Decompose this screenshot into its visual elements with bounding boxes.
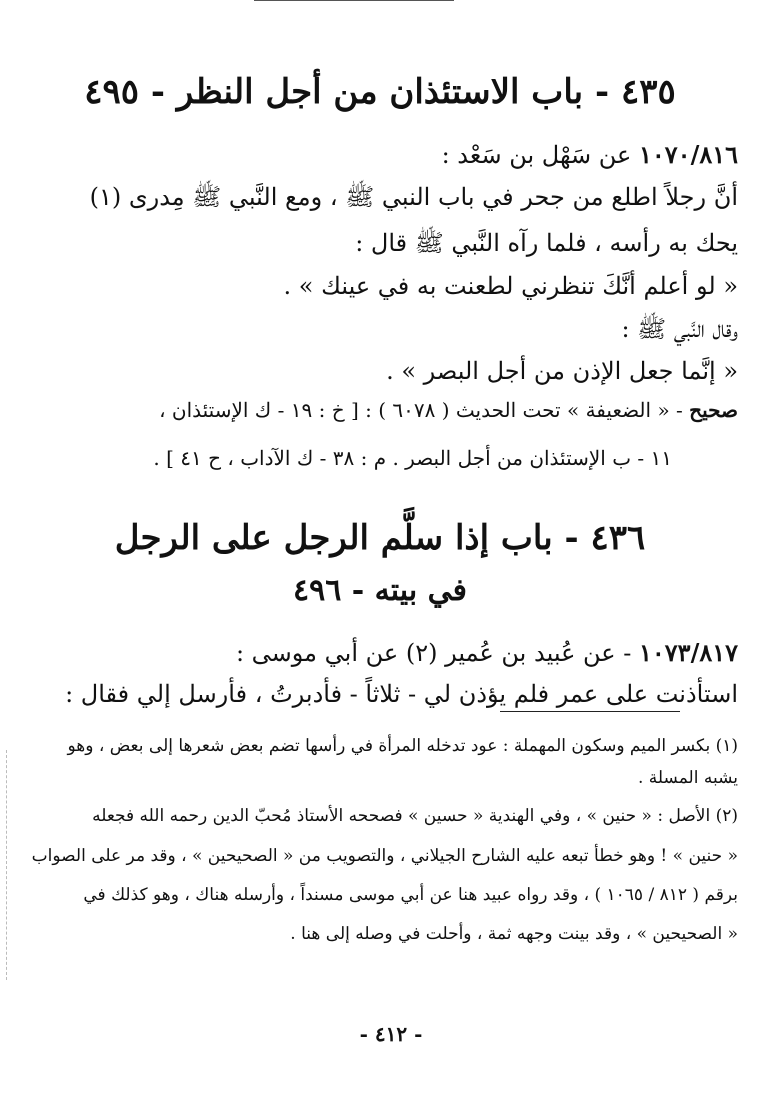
chapter-436-heading: ٤٣٦ - باب إذا سلَّم الرجل على الرجل xyxy=(114,518,646,558)
footnote-separator xyxy=(500,711,680,712)
grading-line xyxy=(38,398,738,422)
reference-line: ١١ - ب الإستئذان من أجل البصر . م : ٣٨ - ك الآداب ، ح ٤١ ] . xyxy=(153,446,672,470)
hadith-narrator: - عن عُبيد بن عُمير (٢) عن أبي موسى : xyxy=(235,639,632,667)
hadith-text-line: يحك به رأسه ، فلما رآه النَّبي ﷺ قال : xyxy=(355,229,738,257)
page-number: - ٤١٢ - xyxy=(359,1022,423,1046)
hadith-narrator: عن سَهْل بن سَعْد : xyxy=(441,141,632,169)
footnote-2: (٢) الأصل : « حنين » ، وفي الهندية « حسين » فصححه الأستاذ مُحبّ الدين رحمه الله فجعله xyxy=(92,806,738,826)
grading-label: صحيح xyxy=(689,398,738,422)
top-rule xyxy=(254,0,454,1)
chapter-435-heading: ٤٣٥ - باب الاستئذان من أجل النظر - ٤٩٥ xyxy=(84,72,676,112)
footnote-2-cont: برقم ( ٨١٢ / ١٠٦٥ ) ، وقد رواه عبيد هنا عن أبي موسى مسنداً ، وأرسله هناك ، وهو كذلك في xyxy=(83,885,738,905)
hadith-text-line: استأذنت على عمر فلم يؤذن لي - ثلاثاً - فأدبرتُ ، فأرسل إلي فقال : xyxy=(65,680,738,708)
chapter-436-heading-cont: في بيته - ٤٩٦ xyxy=(292,573,467,608)
hadith-1073-header xyxy=(38,638,738,667)
footnote-2-cont: « حنين » ! وهو خطأ تبعه عليه الشارح الجيلاني ، والتصويب من « الصحيحين » ، وقد مر على الصواب xyxy=(31,846,738,866)
hadith-text-line: أنَّ رجلاً اطلع من جحر في باب النبي ﷺ ، ومع النَّبي ﷺ مِدرى (١) xyxy=(89,183,738,211)
hadith-text-line: وقال النَّبي ﷺ : xyxy=(621,315,738,343)
hadith-text-line: « لو أعلم أنَّكَ تنظرني لطعنت به في عينك » . xyxy=(283,272,738,300)
page-edge-mark xyxy=(6,750,8,980)
footnote-1-cont: يشبه المسلة . xyxy=(638,768,738,788)
hadith-number: ١٠٧٣/٨١٧ xyxy=(639,638,738,667)
hadith-1070-header xyxy=(38,140,738,169)
footnote-1: (١) بكسر الميم وسكون المهملة : عود تدخله المرأة في رأسها تضم بعض شعرها إلى بعض ، وهو xyxy=(67,736,738,756)
footnote-2-cont: « الصحيحين » ، وقد بينت وجهه ثمة ، وأحلت في وصله إلى هنا . xyxy=(290,924,738,944)
hadith-text-line: « إنَّما جعل الإذن من أجل البصر » . xyxy=(386,357,738,385)
grading-reference: - « الضعيفة » تحت الحديث ( ٦٠٧٨ ) : [ خ : ١٩ - ك الإستئذان ، xyxy=(159,398,683,422)
hadith-number: ١٠٧٠/٨١٦ xyxy=(639,140,738,169)
